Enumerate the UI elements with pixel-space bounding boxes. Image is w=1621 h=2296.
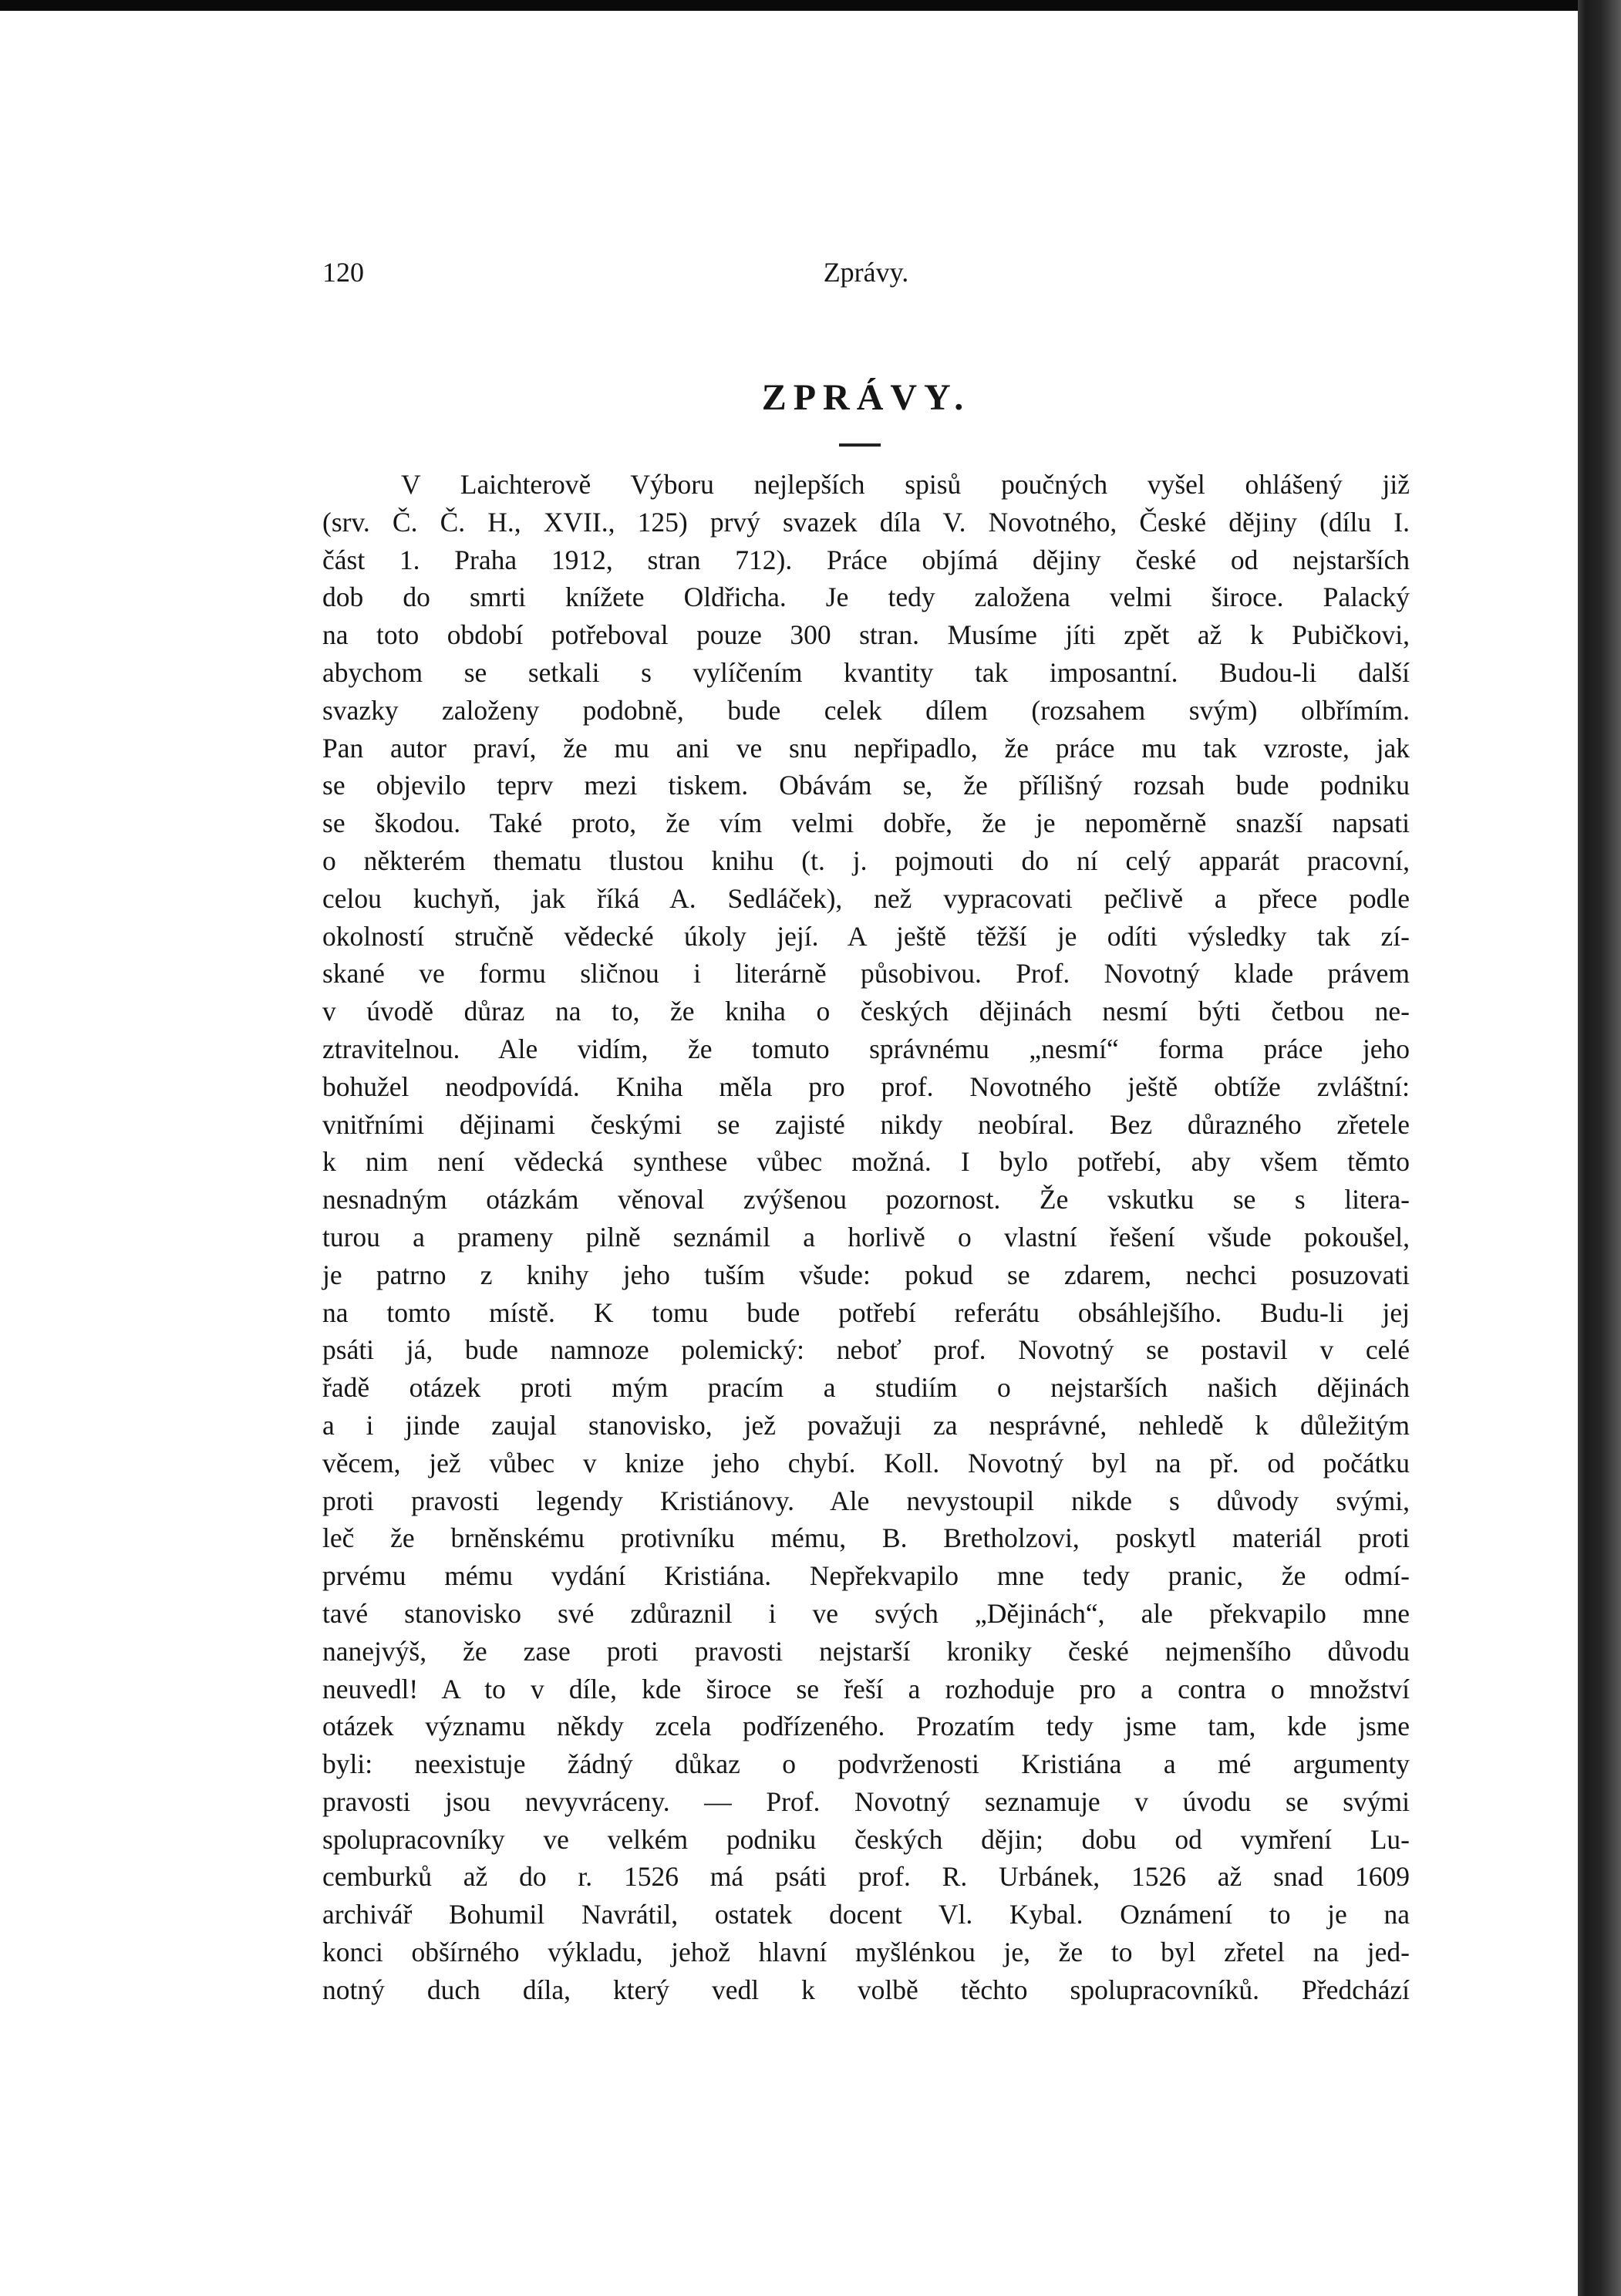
- text-line: turou a prameny pilně seznámil a horlivě o vlastní řešení všude pokoušel,: [322, 1221, 1410, 1253]
- text-line: věcem, jež vůbec v knize jeho chybí. Koll. Novotný byl na př. od počátku: [322, 1447, 1410, 1478]
- text-line: o některém thematu tlustou knihu (t. j. pojmouti do ní celý apparát pracovní,: [322, 845, 1410, 876]
- text-line: abychom se setkali s vylíčením kvantity tak imposantní. Budou-li další: [322, 656, 1410, 688]
- text-line: řadě otázek proti mým pracím a studiím o nejstarších našich dějinách: [322, 1372, 1410, 1404]
- text-line: (srv. Č. Č. H., XVII., 125) prvý svazek díla V. Novotného, České dějiny (dílu I.: [322, 506, 1410, 538]
- scan-top-edge: [0, 0, 1621, 11]
- text-line: skané ve formu sličnou i literárně působivou. Prof. Novotný klade právem: [322, 958, 1410, 990]
- running-title: Zprávy.: [823, 257, 909, 288]
- text-line: svazky založeny podobně, bude celek dílem (rozsahem svým) olbřímím.: [322, 694, 1410, 726]
- text-line: se objevilo teprv mezi tiskem. Obávám se, že přílišný rozsah bude podniku: [322, 770, 1410, 801]
- text-line: nesnadným otázkám věnoval zvýšenou pozornost. Že vskutku se s litera-: [322, 1184, 1410, 1215]
- text-line: se škodou. Také proto, že vím velmi dobře, že je nepoměrně snazší napsati: [322, 807, 1410, 839]
- text-line: notný duch díla, který vedl k volbě těchto spolupracovníků. Předchází: [322, 1974, 1410, 2005]
- text-line: a i jinde zaujal stanovisko, jež považuji za nesprávné, nehledě k důležitým: [322, 1409, 1410, 1441]
- text-line: tavé stanovisko své zdůraznil i ve svých „Dějinách“, ale překvapilo mne: [322, 1597, 1410, 1629]
- text-line: v úvodě důraz na to, že kniha o českých dějinách nesmí býti četbou ne-: [322, 996, 1410, 1027]
- text-line: psáti já, bude namnoze polemický: neboť prof. Novotný se postavil v celé: [322, 1334, 1410, 1366]
- body-text: [322, 466, 1410, 2009]
- text-line: celou kuchyň, jak říká A. Sedláček), než vypracovati pečlivě a přece podle: [322, 882, 1410, 914]
- text-line: prvému mému vydání Kristiána. Nepřekvapilo mne tedy pranic, že odmí-: [322, 1560, 1410, 1592]
- text-line: nanejvýš, že zase proti pravosti nejstarší kroniky české nejmenšího důvodu: [322, 1635, 1410, 1667]
- text-line: ztravitelnou. Ale vidím, že tomuto správnému „nesmí“ forma práce jeho: [322, 1033, 1410, 1064]
- text-line: na tomto místě. K tomu bude potřebí referátu obsáhlejšího. Budu-li jej: [322, 1296, 1410, 1328]
- text-line: proti pravosti legendy Kristiánovy. Ale nevystoupil nikde s důvody svými,: [322, 1485, 1410, 1516]
- text-line: otázek významu někdy zcela podřízeného. Prozatím tedy jsme tam, kde jsme: [322, 1711, 1410, 1742]
- title-rule: [839, 443, 881, 447]
- section-title: ZPRÁVY.: [761, 377, 971, 418]
- text-line: Pan autor praví, že mu ani ve snu nepřipadlo, že práce mu tak vzroste, jak: [322, 732, 1410, 764]
- text-line: neuvedl! A to v díle, kde široce se řeší a rozhoduje pro a contra o množství: [322, 1673, 1410, 1704]
- scan-right-edge: [1578, 0, 1621, 2296]
- running-head: [322, 253, 1410, 292]
- text-line: archivář Bohumil Navrátil, ostatek docent Vl. Kybal. Oznámení to je na: [322, 1899, 1410, 1930]
- text-line: k nim není vědecká synthese vůbec možná. I bylo potřebí, aby všem těmto: [322, 1146, 1410, 1178]
- text-line: bohužel neodpovídá. Kniha měla pro prof. Novotného ještě obtíže zvláštní:: [322, 1070, 1410, 1102]
- text-line: spolupracovníky ve velkém podniku českých dějin; dobu od vymření Lu-: [322, 1823, 1410, 1855]
- text-line: část 1. Praha 1912, stran 712). Práce objímá dějiny české od nejstarších: [322, 544, 1410, 575]
- text-line: byli: neexistuje žádný důkaz o podvrženosti Kristiána a mé argumenty: [322, 1748, 1410, 1780]
- text-line: cemburků až do r. 1526 má psáti prof. R. Urbánek, 1526 až snad 1609: [322, 1861, 1410, 1893]
- text-line: na toto období potřeboval pouze 300 stran. Musíme jíti zpět až k Pubičkovi,: [322, 619, 1410, 651]
- text-line: okolností stručně vědecké úkoly její. A ještě těžší je odíti výsledky tak zí-: [322, 920, 1410, 952]
- text-line: dob do smrti knížete Oldřicha. Je tedy založena velmi široce. Palacký: [322, 582, 1410, 613]
- page-number: 120: [322, 257, 364, 288]
- text-line: vnitřními dějinami českými se zajisté nikdy neobíral. Bez důrazného zřetele: [322, 1108, 1410, 1140]
- text-line: pravosti jsou nevyvráceny. — Prof. Novotný seznamuje v úvodu se svými: [322, 1785, 1410, 1817]
- text-line: je patrno z knihy jeho tuším všude: pokud se zdarem, nechci posuzovati: [322, 1259, 1410, 1290]
- text-line: konci obšírného výkladu, jehož hlavní myšlénkou je, že to byl zřetel na jed-: [322, 1937, 1410, 1968]
- text-line: leč že brněnskému protivníku mému, B. Bretholzovi, poskytl materiál proti: [322, 1522, 1410, 1554]
- text-line: V Laichterově Výboru nejlepších spisů poučných vyšel ohlášený již: [401, 469, 1410, 500]
